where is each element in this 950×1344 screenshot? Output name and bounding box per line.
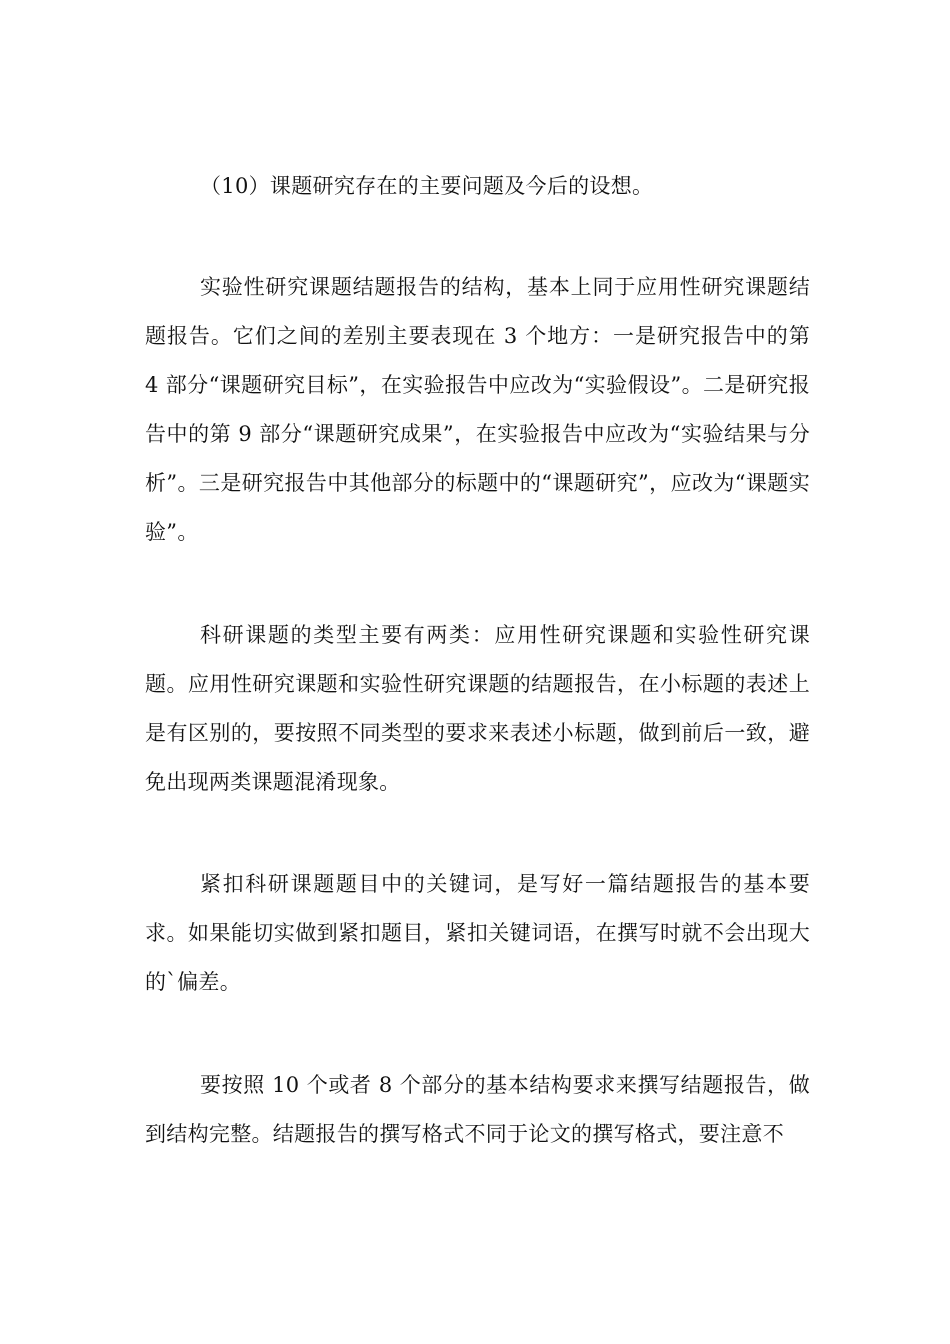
- paragraph-experimental-report-structure: 实验性研究课题结题报告的结构，基本上同于应用性研究课题结题报告。它们之间的差别主要表现在 3 个地方：一是研究报告中的第 4 部分“课题研究目标”，在实验报告中应改为“实验假设”。二是研究报告中的第 9 部分“课题研究成果”，在实验报告中应改为“实验结果与分析”。三是研究报告中其他部分的标题中的“课题研究”，应改为“课题实验”。: [145, 275, 810, 544]
- paragraph-research-problems: （10）课题研究存在的主要问题及今后的设想。: [200, 174, 654, 198]
- paragraph-basic-structure: 要按照 10 个或者 8 个部分的基本结构要求来撰写结题报告，做到结构完整。结题报告的撰写格式不同于论文的撰写格式，要注意不: [145, 1073, 810, 1146]
- paragraph-keywords: 紧扣科研课题题目中的关键词，是写好一篇结题报告的基本要求。如果能切实做到紧扣题目，紧扣关键词语，在撰写时就不会出现大的`偏差。: [145, 872, 810, 994]
- paragraph-project-types: 科研课题的类型主要有两类：应用性研究课题和实验性研究课题。应用性研究课题和实验性研究课题的结题报告，在小标题的表述上是有区别的，要按照不同类型的要求来表述小标题，做到前后一致，避免出现两类课题混淆现象。: [145, 623, 810, 794]
